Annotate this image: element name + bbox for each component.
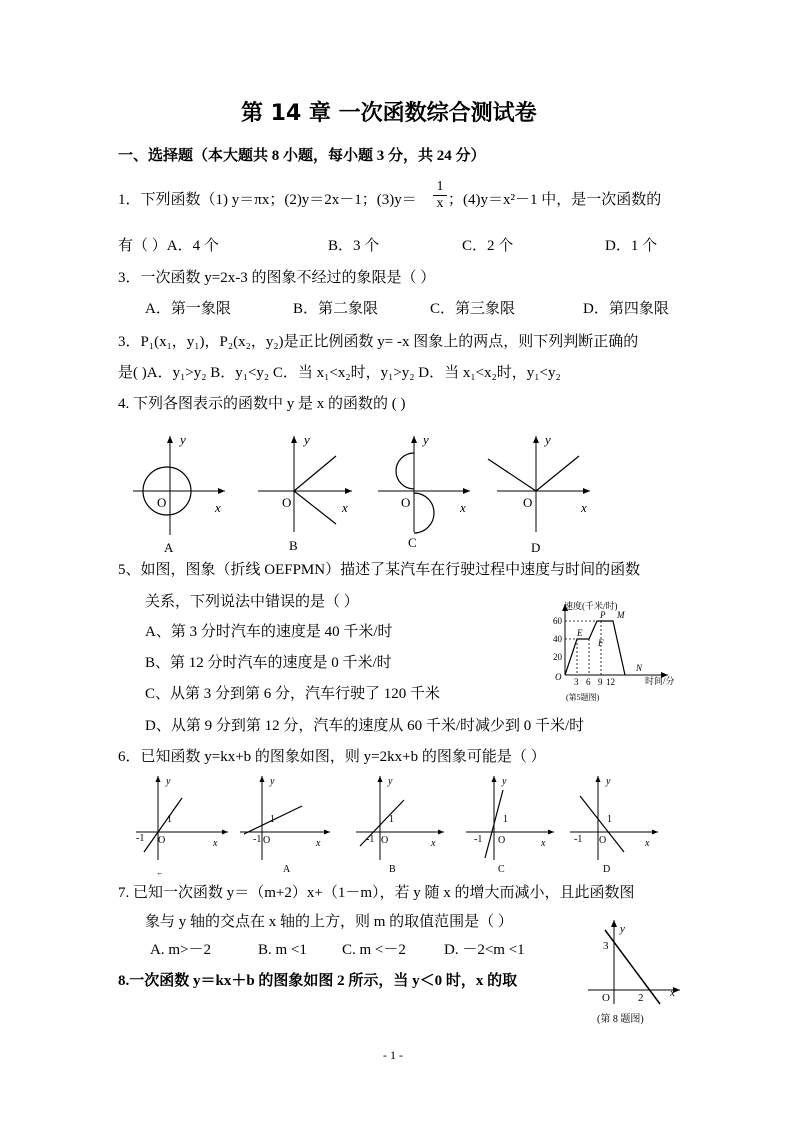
- q4-d-y-label: y: [545, 432, 551, 447]
- q6-b-tickm1: -1: [366, 834, 375, 845]
- q5-line2: 关系，下列说法中错误的是（ ）: [145, 594, 359, 610]
- section-heading: 一、选择题（本大题共 8 小题，每小题 3 分，共 24 分）: [118, 148, 486, 164]
- q5-line1: 5、如图，图象（折线 OEFPMN）描述了某汽车在行驶过程中速度与时间的函数: [118, 562, 641, 578]
- q6-given-tick1: 1: [167, 814, 172, 825]
- q7-option-b: B. m <1: [258, 942, 307, 958]
- q2-option-d: D．第四象限: [583, 301, 669, 317]
- q6-b-tick1: 1: [389, 814, 394, 825]
- q5-xtick-12: 12: [606, 677, 615, 687]
- q1-option-d: D．1 个: [605, 238, 658, 254]
- q7-option-c: C. m <－2: [342, 942, 406, 958]
- q6-d-y: y: [606, 776, 611, 787]
- q5-ytick-20: 20: [553, 652, 562, 662]
- q5-ytick-60: 60: [553, 616, 562, 626]
- q6-label-a: A: [283, 864, 291, 875]
- q1-frac-den: x: [433, 195, 447, 212]
- q5-option-d: D、从第 9 分到第 12 分，汽车的速度从 60 千米/时减少到 0 千米/时: [145, 718, 585, 734]
- q6-c-origin: O: [498, 835, 506, 846]
- q5-point-m: M: [617, 610, 625, 620]
- q6-label-b: B: [389, 864, 396, 875]
- q6-a-tick1: 1: [270, 814, 275, 825]
- q1-line1a: 1．下列函数（1) y＝πx；(2)y＝2x－1；(3)y＝: [118, 192, 417, 208]
- q5-xtick-9: 9: [598, 677, 603, 687]
- q6-label-c: C: [498, 864, 505, 875]
- q6-d-origin: O: [599, 835, 607, 846]
- q4-c-x-label: x: [460, 500, 466, 515]
- q4-a-x-label: x: [215, 500, 221, 515]
- q6-given-x: x: [213, 838, 218, 849]
- q6-b-origin: O: [381, 835, 389, 846]
- q6-a-origin: O: [263, 835, 271, 846]
- q4-a-y-label: y: [180, 432, 186, 447]
- q4-label-d: D: [531, 540, 541, 555]
- q6-arrow-mark: ←: [156, 868, 164, 877]
- q8-y-intercept: 3: [603, 940, 609, 952]
- q8-x-label: x: [670, 987, 675, 999]
- q5-point-f: F: [598, 638, 604, 648]
- q2-option-c: C．第三象限: [430, 301, 516, 317]
- q8-caption: (第 8 题图): [597, 1014, 644, 1025]
- q6-b-y: y: [388, 776, 393, 787]
- q4-b-y-label: y: [304, 432, 310, 447]
- q6-a-x: x: [316, 838, 321, 849]
- q7-option-d: D. －2<m <1: [444, 942, 525, 958]
- q7-option-a: A. m>－2: [150, 942, 211, 958]
- q6-d-tick1: 1: [607, 814, 612, 825]
- q5-point-p: P: [600, 610, 606, 620]
- q5-point-n: N: [636, 663, 643, 673]
- q4-label-b: B: [289, 538, 298, 553]
- q4-a-origin: O: [157, 495, 167, 510]
- q1-line2: 有（ ）A．4 个: [118, 238, 219, 254]
- q6-c-tick1: 1: [503, 814, 508, 825]
- q4-b-x-label: x: [342, 500, 348, 515]
- q6-c-tickm1: -1: [474, 834, 483, 845]
- q7-line1: 7. 已知一次函数 y＝（m+2）x+（1－m），若 y 随 x 的增大而减小，且此函数图: [118, 885, 635, 901]
- q6-a-tickm1: -1: [253, 834, 262, 845]
- q6-given-origin: O: [158, 835, 166, 846]
- q4-label-a: A: [164, 540, 174, 555]
- q3-line2: 是( )A．y₁>y₂ B．y₁<y₂ C．当 x₁<x₂时，y₁>y₂ D．当 x₁<x₂时，y₁<y₂: [118, 365, 561, 381]
- q6-given-y: y: [166, 776, 171, 787]
- q4-d-origin: O: [523, 495, 533, 510]
- q4-c-y-label: y: [423, 432, 429, 447]
- q1-option-b: B．3 个: [328, 238, 380, 254]
- q6-b-x: x: [431, 838, 436, 849]
- q4-b-origin: O: [282, 495, 292, 510]
- q5-point-o: O: [555, 672, 562, 682]
- q5-caption: (第5题图): [566, 693, 600, 702]
- q4-d-x-label: x: [581, 500, 587, 515]
- q5-option-a: A、第 3 分时汽车的速度是 40 千米/时: [145, 624, 393, 640]
- q8-stem: 8.一次函数 y＝kx＋b 的图象如图 2 所示，当 y＜0 时，x 的取: [118, 973, 518, 989]
- q1-frac-num: 1: [436, 179, 444, 194]
- q8-x-intercept: 2: [638, 992, 644, 1004]
- q5-xtick-6: 6: [586, 677, 591, 687]
- q6-c-y: y: [502, 776, 507, 787]
- q8-origin: O: [602, 992, 610, 1004]
- q6-given-tickm1: -1: [136, 833, 145, 844]
- q6-label-d: D: [603, 864, 611, 875]
- q6-d-x: x: [645, 838, 650, 849]
- q5-point-e: E: [577, 628, 583, 638]
- q6-d-tickm1: -1: [574, 834, 583, 845]
- q4-stem: 4. 下列各图表示的函数中 y 是 x 的函数的 ( ): [118, 396, 406, 412]
- q1-line1b: ；(4)y＝x²－1 中，是一次函数的: [448, 192, 662, 208]
- q6-stem: 6．已知函数 y=kx+b 的图象如图，则 y=2kx+b 的图象可能是（ ）: [118, 749, 546, 765]
- q8-y-label: y: [620, 923, 625, 935]
- q5-ytick-40: 40: [553, 634, 562, 644]
- q2-option-a: A．第一象限: [145, 301, 231, 317]
- q2-stem: 3．一次函数 y=2x-3 的图象不经过的象限是（ ）: [118, 270, 436, 286]
- q5-option-b: B、第 12 分时汽车的速度是 0 千米/时: [145, 655, 392, 671]
- q2-option-b: B．第二象限: [293, 301, 379, 317]
- q5-xtick-3: 3: [574, 677, 579, 687]
- q4-label-c: C: [408, 535, 417, 550]
- page-title: 第 14 章 一次函数综合测试卷: [241, 101, 537, 126]
- q5-y-axis-label: 速度(千米/时): [564, 601, 618, 611]
- q1-option-c: C．2 个: [462, 238, 514, 254]
- q6-c-x: x: [541, 838, 546, 849]
- q4-c-origin: O: [401, 495, 411, 510]
- q5-option-c: C、从第 3 分到第 6 分，汽车行驶了 120 千米: [145, 686, 441, 702]
- q6-a-y: y: [270, 776, 275, 787]
- q7-line2: 象与 y 轴的交点在 x 轴的上方，则 m 的取值范围是（ ）: [145, 914, 513, 930]
- q5-x-axis-label: 时间/分: [645, 676, 675, 686]
- q3-line1: 3．P₁(x₁，y₁)，P₂(x₂，y₂)是正比例函数 y= -x 图象上的两点，则下列判断正确的: [118, 334, 639, 350]
- page-number: - 1 -: [383, 1048, 403, 1062]
